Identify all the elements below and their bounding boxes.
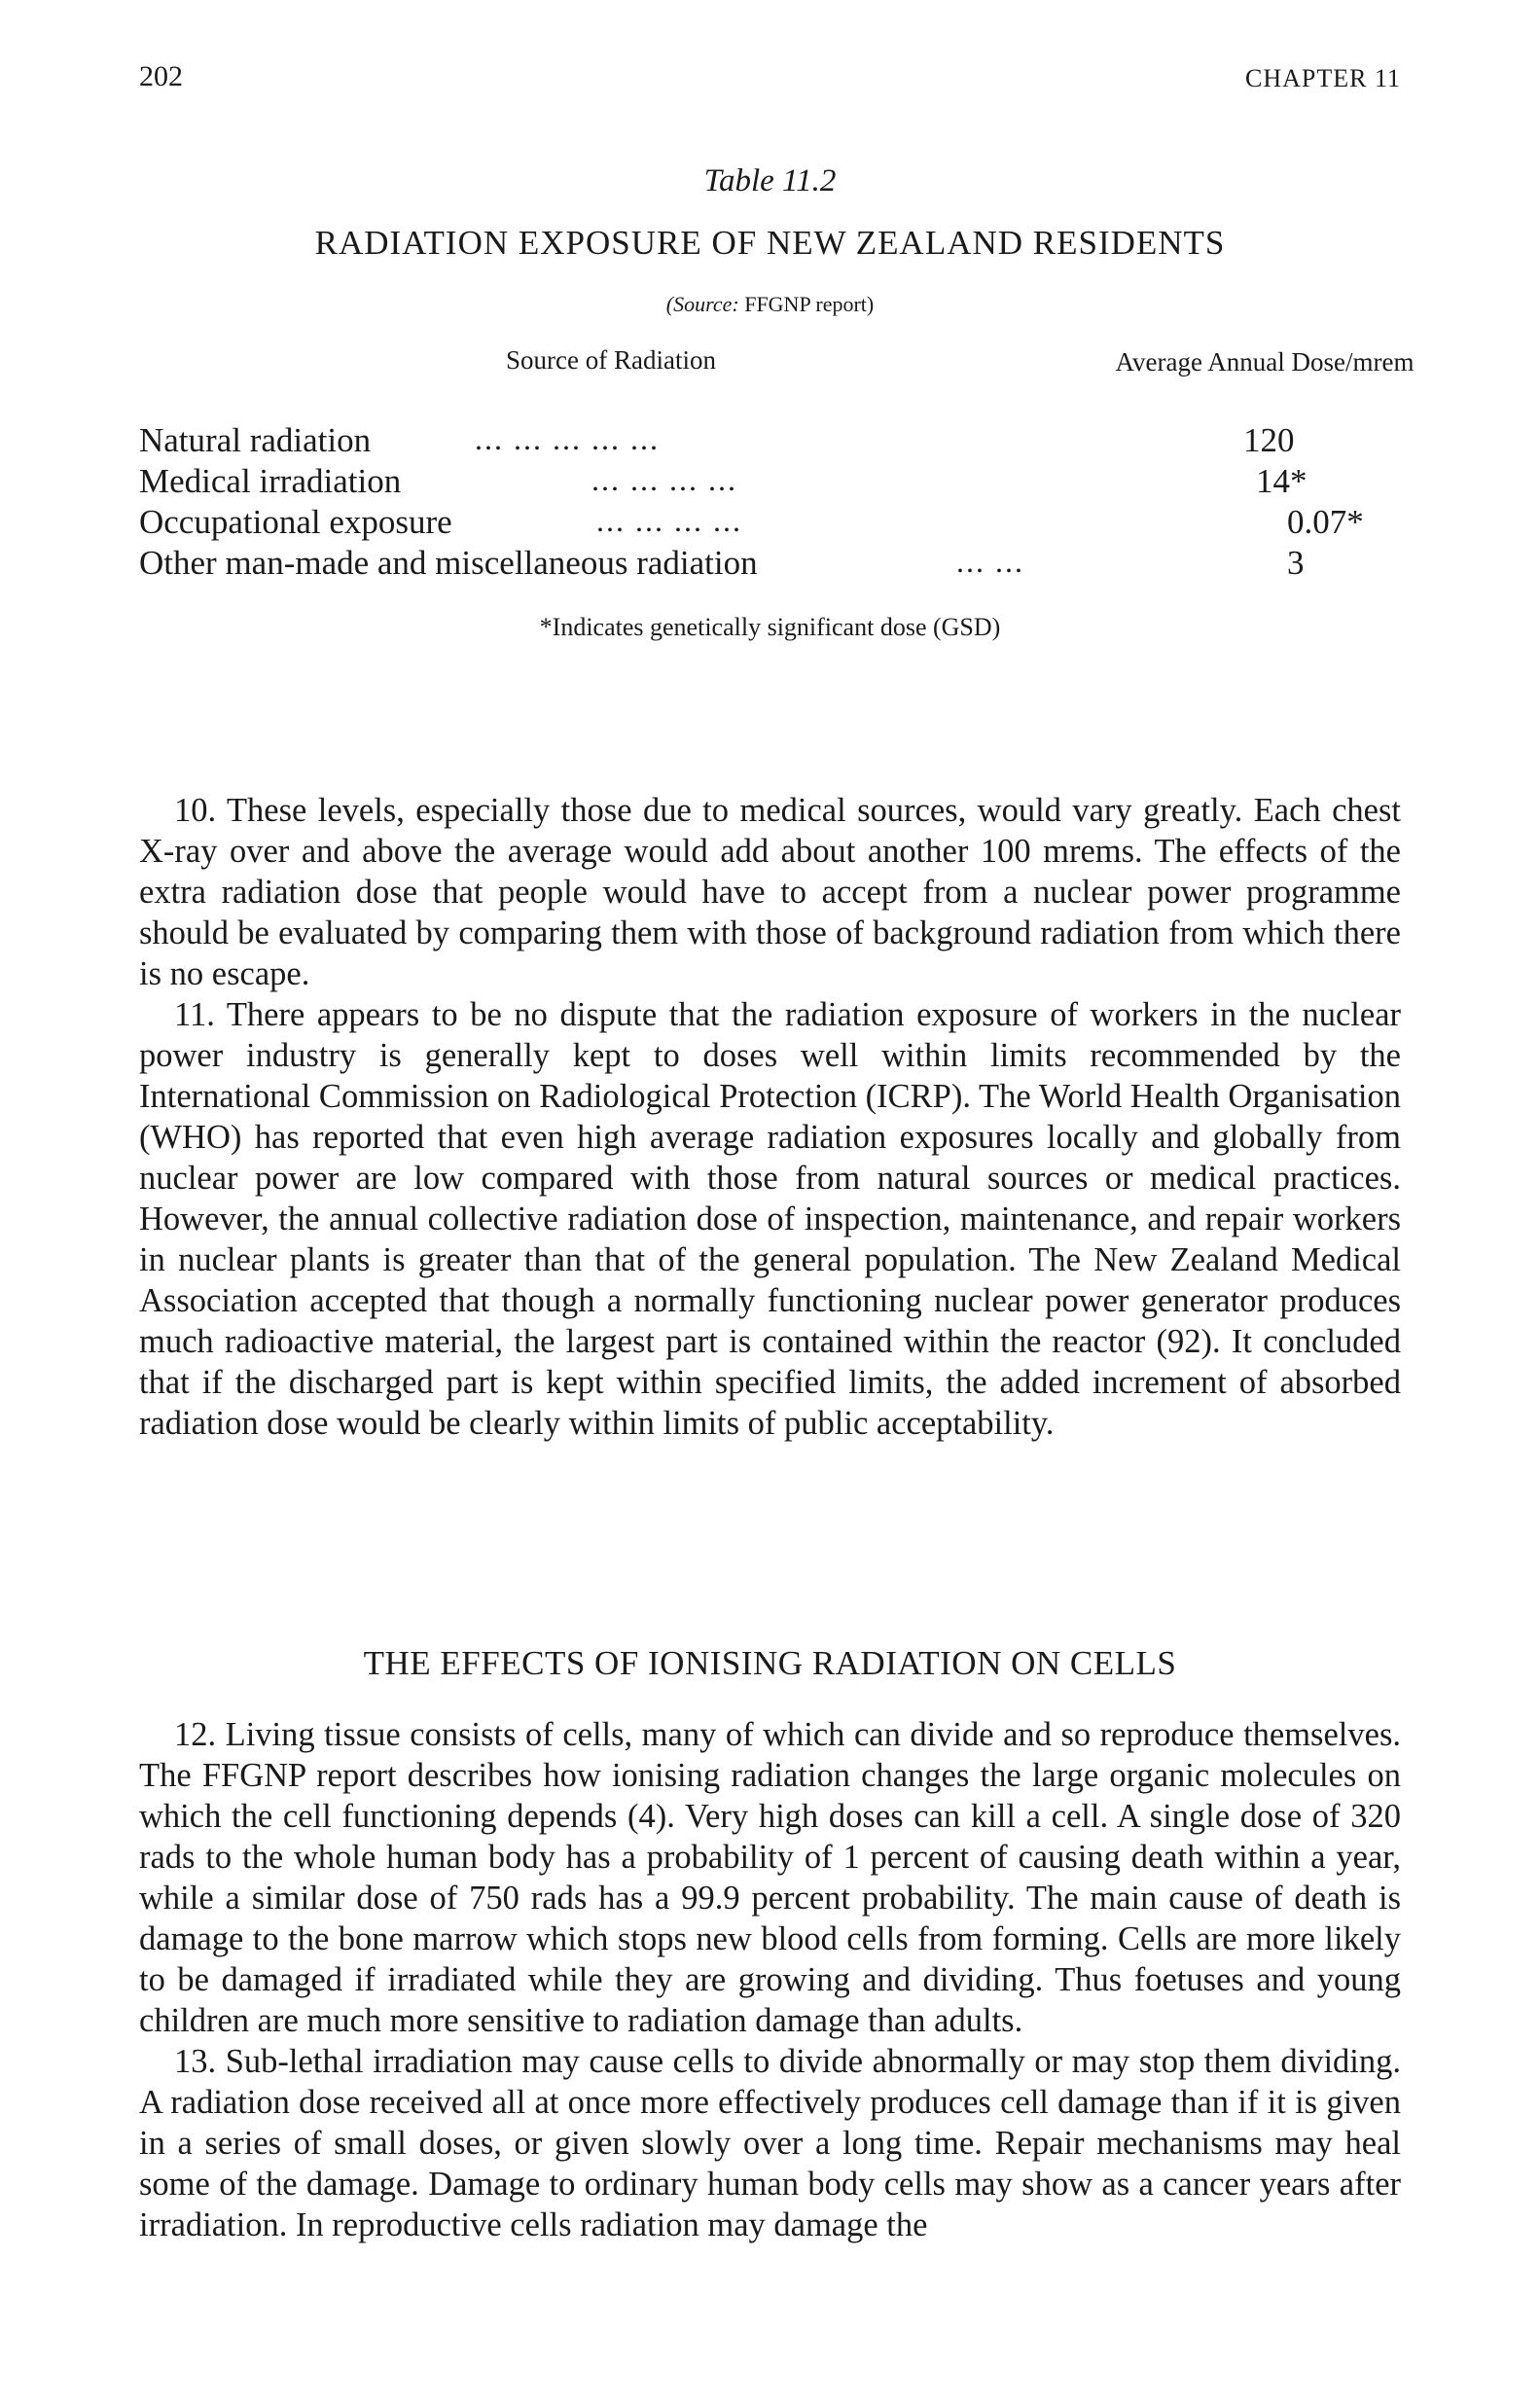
table-row — [139, 503, 1443, 544]
row-source: Other man-made and miscellaneous radiation — [139, 544, 758, 582]
column-header-dose: Average Annual Dose/mrem — [1115, 347, 1415, 376]
row-source: Natural radiation — [139, 421, 372, 459]
paragraph-11: 11. There appears to be no dispute that the radiation exposure of workers in the nuclear power industry is generally kept to doses well within limits recommended by the International Commission on Radiological Protection (ICRP). The World Health Organisation (WHO) has reported that even high average radiation exposures locally and globally from nuclear power are low compared with those from natural sources or medical practices. However, the annual collective radiation dose of inspection, maintenance, and repair workers in nuclear plants is greater than that of the general population. The New Zealand Medical Association accepted that though a normally functioning nuclear power generator produces much radioactive material, the largest part is contained within the reactor (92). It concluded that if the discharged part is kept within specified limits, the added increment of absorbed radiation dose would be clearly within limits of public acceptability. — [139, 996, 1401, 1442]
table-row — [139, 421, 1443, 462]
row-dose: 0.07* — [1287, 503, 1364, 541]
column-header-source: Source of Radiation — [506, 345, 716, 375]
table-row — [139, 544, 1443, 585]
section-heading: THE EFFECTS OF IONISING RADIATION ON CELLS — [363, 1644, 1177, 1682]
paragraph-10: 10. These levels, especially those due to medical sources, would vary greatly. Each chest X-ray over and above the average would add about another 100 mrems. The effects of the extra radiation dose that people would have to accept from a nuclear power programme should be evaluated by comparing them with those of background radiation from which there is no escape. — [139, 792, 1401, 992]
table-source — [0, 292, 1540, 317]
leader-dots: ... ... ... ... — [596, 503, 742, 538]
row-dose: 120 — [1243, 421, 1295, 459]
table-source-text: FFGNP report) — [744, 292, 875, 316]
row-source: Medical irradiation — [139, 462, 402, 500]
page-header — [139, 60, 1401, 103]
page-number: 202 — [139, 60, 183, 92]
body-text-section-1 — [139, 790, 1401, 1444]
table-footnote: *Indicates genetically significant dose (GSD) — [539, 613, 1001, 641]
leader-dots: ... ... — [956, 544, 1024, 579]
body-text-section-2 — [139, 1714, 1401, 2245]
row-source: Occupational exposure — [139, 503, 452, 541]
chapter-title: CHAPTER 11 — [1245, 64, 1401, 92]
row-dose: 3 — [1287, 544, 1305, 582]
table-row — [139, 462, 1443, 503]
paragraph-13: 13. Sub-lethal irradiation may cause cells to divide abnormally or may stop them dividing. A radiation dose received all at once more effectively produces cell damage than if it is given in a series of small doses, or given slowly over a long time. Repair mechanisms may heal some of the damage. Damage to ordinary human body cells may show as a cancer years after irradiation. In reproductive cells radiation may damage the — [139, 2043, 1401, 2243]
table-label: Table 11.2 — [703, 163, 837, 198]
leader-dots: ... ... ... ... — [591, 462, 737, 497]
leader-dots: ... ... ... ... ... — [475, 421, 660, 456]
table-source-prefix: (Source: — [665, 292, 739, 316]
table-title: RADIATION EXPOSURE OF NEW ZEALAND RESIDENTS — [314, 224, 1226, 262]
paragraph-12: 12. Living tissue consists of cells, many of which can divide and so reproduce themselves. The FFGNP report describes how ionising radiation changes the large organic molecules on which the cell functioning depends (4). Very high doses can kill a cell. A single dose of 320 rads to the whole human body has a probability of 1 percent of causing death within a year, while a similar dose of 750 rads has a 99.9 percent probability. The main cause of death is damage to the bone marrow which stops new blood cells from forming. Cells are more likely to be damaged if irradiated while they are growing and dividing. Thus foetuses and young children are much more sensitive to radiation damage than adults. — [139, 1716, 1401, 2039]
row-dose: 14* — [1256, 462, 1307, 500]
